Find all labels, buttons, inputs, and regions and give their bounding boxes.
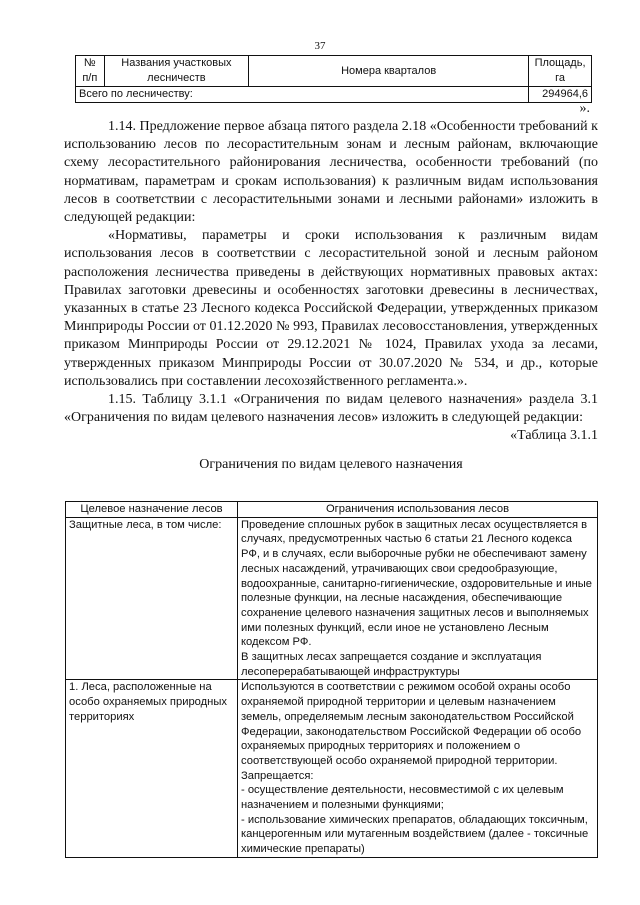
- total-row: [76, 87, 592, 103]
- row-protective-restrictions: [238, 517, 598, 680]
- header-area: Площадь, га: [529, 56, 592, 87]
- row-protected-areas: 1. Леса, расположенные на особо охраняемых природных территориях: [66, 680, 238, 857]
- table-reference: «Таблица 3.1.1: [510, 428, 598, 444]
- total-value: 294964,6: [529, 87, 592, 103]
- row-protective-forests: Защитные леса, в том числе:: [66, 517, 238, 680]
- header-quarters: Номера кварталов: [249, 56, 529, 87]
- total-label: Всего по лесничеству:: [76, 87, 529, 103]
- paragraph-1-14: 1.14. Предложение первое абзаца пятого раздела 2.18 «Особенности требований к использованию лесов по лесорастительным зонам и лесным районам, включающие схему лесорастительного районирования лесничества, особенности требований (по нормативам, параметрам и срокам использования) к различным видам использования лесов в соответствии с лесорастительными зонами и лесными районами» изложить в следующей редакции:: [64, 119, 598, 226]
- forestry-summary-table: [75, 55, 592, 103]
- header-names: Названия участковых лесничеств: [104, 56, 248, 87]
- table-header-row: [76, 56, 592, 87]
- paragraph-quote-norms: «Нормативы, параметры и сроки использования к различным видам использования лесов в соответствии с лесорастительной зоной и лесным районом расположения лесничества приведены в действующих нормативных правовых актах: Правилах заготовки древесины и особенностях заготовки древесины в лесничествах, указанных в статье 23 Лесного кодекса Российской Федерации, утвержденных приказом Минприроды России от 01.12.2020 № 993, Правилах лесовосстановления, утвержденных приказом Минприроды России от 29.12.2021 № 1024, Правилах ухода за лесами, утвержденных приказом Минприроды России от 30.07.2020 № 534, и др., которые использовались при составлении лесохозяйственного регламента.».: [64, 228, 598, 389]
- restriction-text: Запрещается:: [241, 769, 314, 782]
- quote-close: ».: [579, 101, 590, 116]
- header-num: № п/п: [76, 56, 105, 87]
- restriction-text: - использование химических препаратов, обладающих токсичным, канцерогенным или мутагенным воздействием (далее - токсичные химические препараты): [241, 813, 589, 856]
- restriction-text: - осуществление деятельности, несовместимой с их целевым назначением и полезными функциями;: [241, 784, 564, 812]
- restriction-text: Используются в соответствии с режимом особой охраны особо охраняемой природной территории и целевым назначением земель, определяемым лесным законодательством Российской Федерации, законодательством Российской Федерации об особо охраняемых природных территориях и положением о соответствующей особо охраняемой природной территории.: [241, 681, 582, 767]
- header-purpose: Целевое назначение лесов: [66, 502, 238, 518]
- restrictions-table: [65, 501, 598, 858]
- table-row: [66, 680, 598, 857]
- restriction-text: Проведение сплошных рубок в защитных лесах осуществляется в случаях, предусмотренных частью 6 статьи 21 Лесного кодекса РФ, и в случаях, если выборочные рубки не обеспечивают замену лесных насаждений, утрачивающих свои средообразующие, водоохранные, санитарно-гигиенические, оздоровительные и иные полезные функции, на лесные насаждения, обеспечивающие сохранение целевого назначения защитных лесов и выполняемых ими полезных функций, если иное не установлено Лесным кодексом РФ.: [241, 518, 593, 649]
- paragraph-1-15: 1.15. Таблицу 3.1.1 «Ограничения по видам целевого назначения» раздела 3.1 «Ограничения по видам целевого назначения лесов» изложить в следующей редакции:: [64, 392, 598, 426]
- table-row: [66, 517, 598, 680]
- row-protected-restrictions: [238, 680, 598, 857]
- table-header-row: [66, 502, 598, 518]
- restriction-text: В защитных лесах запрещается создание и эксплуатация лесоперерабатывающей инфраструктуры: [241, 651, 542, 678]
- table-caption: Ограничения по видам целевого назначения: [199, 456, 463, 472]
- header-restrictions: Ограничения использования лесов: [238, 502, 598, 518]
- document-body: [64, 118, 598, 474]
- page-number: 37: [314, 40, 326, 52]
